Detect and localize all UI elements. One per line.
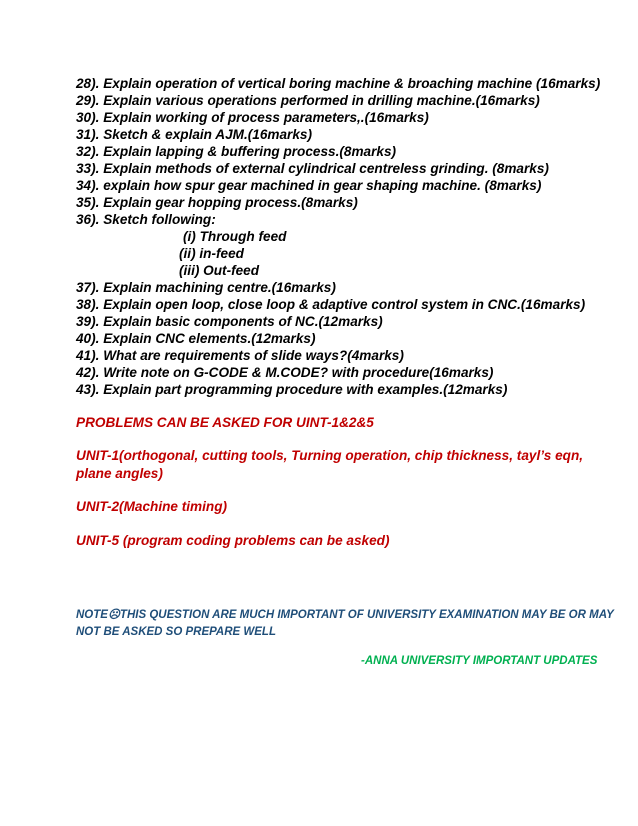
question-43: 43). Explain part programming procedure with examples.(12marks) (76, 382, 508, 397)
question-29: 29). Explain various operations performed in drilling machine.(16marks) (76, 93, 540, 108)
question-36-sub-iii: (iii) Out-feed (179, 263, 260, 278)
question-list (76, 75, 636, 398)
question-40: 40). Explain CNC elements.(12marks) (76, 331, 316, 346)
question-31: 31). Sketch & explain AJM.(16marks) (76, 127, 312, 142)
problems-unit-1: UNIT-1(orthogonal, cutting tools, Turning operation, chip thickness, tayl’s eqn, plane angles) (76, 448, 584, 481)
problems-unit-2: UNIT-2(Machine timing) (76, 499, 228, 514)
question-41: 41). What are requirements of slide ways?(4marks) (76, 348, 404, 363)
question-36-sub-i: (i) Through feed (183, 229, 287, 244)
problems-heading: PROBLEMS CAN BE ASKED FOR UINT-1&2&5 (76, 415, 374, 430)
important-note: NOTE☹THIS QUESTION ARE MUCH IMPORTANT OF UNIVERSITY EXAMINATION MAY BE OR MAY NOT BE ASKED SO PREPARE WELL (76, 609, 614, 638)
question-42: 42). Write note on G-CODE & M.CODE? with procedure(16marks) (76, 365, 494, 380)
question-35: 35). Explain gear hopping process.(8marks) (76, 195, 358, 210)
question-32: 32). Explain lapping & buffering process.(8marks) (76, 144, 397, 159)
question-34: 34). explain how spur gear machined in gear shaping machine. (8marks) (76, 178, 542, 193)
question-30: 30). Explain working of process parameters,.(16marks) (76, 110, 429, 125)
question-38: 38). Explain open loop, close loop & adaptive control system in CNC.(16marks) (76, 297, 586, 312)
question-37: 37). Explain machining centre.(16marks) (76, 280, 336, 295)
question-36: 36). Sketch following: (76, 212, 216, 227)
question-39: 39). Explain basic components of NC.(12marks) (76, 314, 383, 329)
question-36-sub-ii: (ii) in-feed (179, 246, 244, 261)
signature-line: -ANNA UNIVERSITY IMPORTANT UPDATES (361, 655, 598, 667)
problems-unit-5: UNIT-5 (program coding problems can be asked) (76, 533, 390, 548)
question-28: 28). Explain operation of vertical boring machine & broaching machine (16marks) (76, 76, 601, 91)
question-33: 33). Explain methods of external cylindrical centreless grinding. (8marks) (76, 161, 549, 176)
